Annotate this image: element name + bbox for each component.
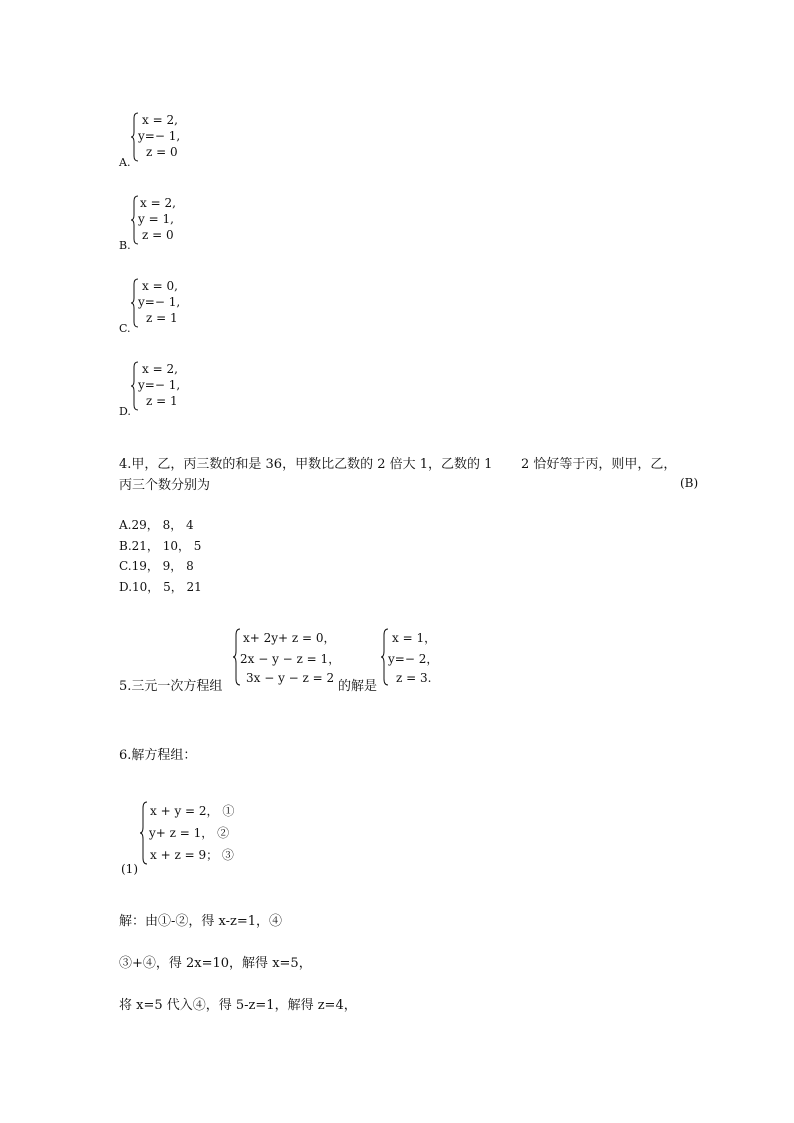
answer-option: B.21， 10， 5 <box>119 539 202 553</box>
equation: y=− 2， <box>388 652 439 666</box>
equation: y+ z = 1， ② <box>149 826 230 840</box>
equation: 2x − y − z = 1， <box>240 652 341 666</box>
equation: z = 3. <box>396 671 432 685</box>
answer-badge: (B) <box>680 476 699 490</box>
equation: x = 2, <box>142 113 178 127</box>
option-label: B. <box>119 239 131 252</box>
q5-equation-system <box>232 628 342 688</box>
q3-option-c <box>130 278 210 330</box>
equation: x + y = 2， ① <box>150 804 235 818</box>
equation: y=− 1, <box>138 378 181 392</box>
equation: x = 2, <box>140 196 176 210</box>
question-5-prefix: 5.三元一次方程组 <box>119 679 223 694</box>
q3-option-b <box>130 195 210 247</box>
option-label: A. <box>119 156 131 169</box>
equation: x = 1， <box>392 631 437 645</box>
answer-option: C.19， 9， 8 <box>119 559 194 573</box>
question-6-title: 6.解方程组： <box>119 748 197 763</box>
solution-step: 解：由①-②，得 x-z=1，④ <box>119 914 283 929</box>
option-label: C. <box>119 322 131 335</box>
part-label: (1) <box>121 862 138 876</box>
equation: x+ 2y+ z = 0， <box>243 631 336 645</box>
q3-option-a <box>130 112 210 164</box>
equation: y=− 1, <box>138 129 181 143</box>
answer-option: A.29， 8， 4 <box>119 518 194 532</box>
option-label: D. <box>119 405 131 418</box>
q3-option-d <box>130 361 210 413</box>
question-4-text: 4.甲，乙，丙三数的和是 36，甲数比乙数的 2 倍大 1，乙数的 1 <box>119 457 493 472</box>
equation: z = 0 <box>146 145 178 159</box>
equation: z = 0 <box>142 228 174 242</box>
equation: x = 2, <box>142 362 178 376</box>
left-brace-icon <box>139 801 149 865</box>
equation: z = 1 <box>146 394 178 408</box>
solution-step: 将 x=5 代入④，得 5-z=1，解得 z=4， <box>119 998 357 1013</box>
q6-equation-system <box>139 801 249 867</box>
equation: x = 0, <box>142 279 178 293</box>
question-4-text-cont: 2 恰好等于丙，则甲，乙， <box>521 457 677 472</box>
solution-step: ③+④，得 2x=10，解得 x=5， <box>119 956 312 971</box>
answer-option: D.10， 5， 21 <box>119 580 202 594</box>
equation: y = 1, <box>138 212 174 226</box>
equation: z = 1 <box>146 311 178 325</box>
equation: x + z = 9； ③ <box>150 848 234 862</box>
equation: y=− 1, <box>138 295 181 309</box>
question-5-middle: 的解是 <box>338 679 378 694</box>
q5-solution-system <box>380 628 450 688</box>
equation: 3x − y − z = 2 <box>246 671 335 685</box>
question-4-text-line2: 丙三个数分别为 <box>119 478 211 493</box>
